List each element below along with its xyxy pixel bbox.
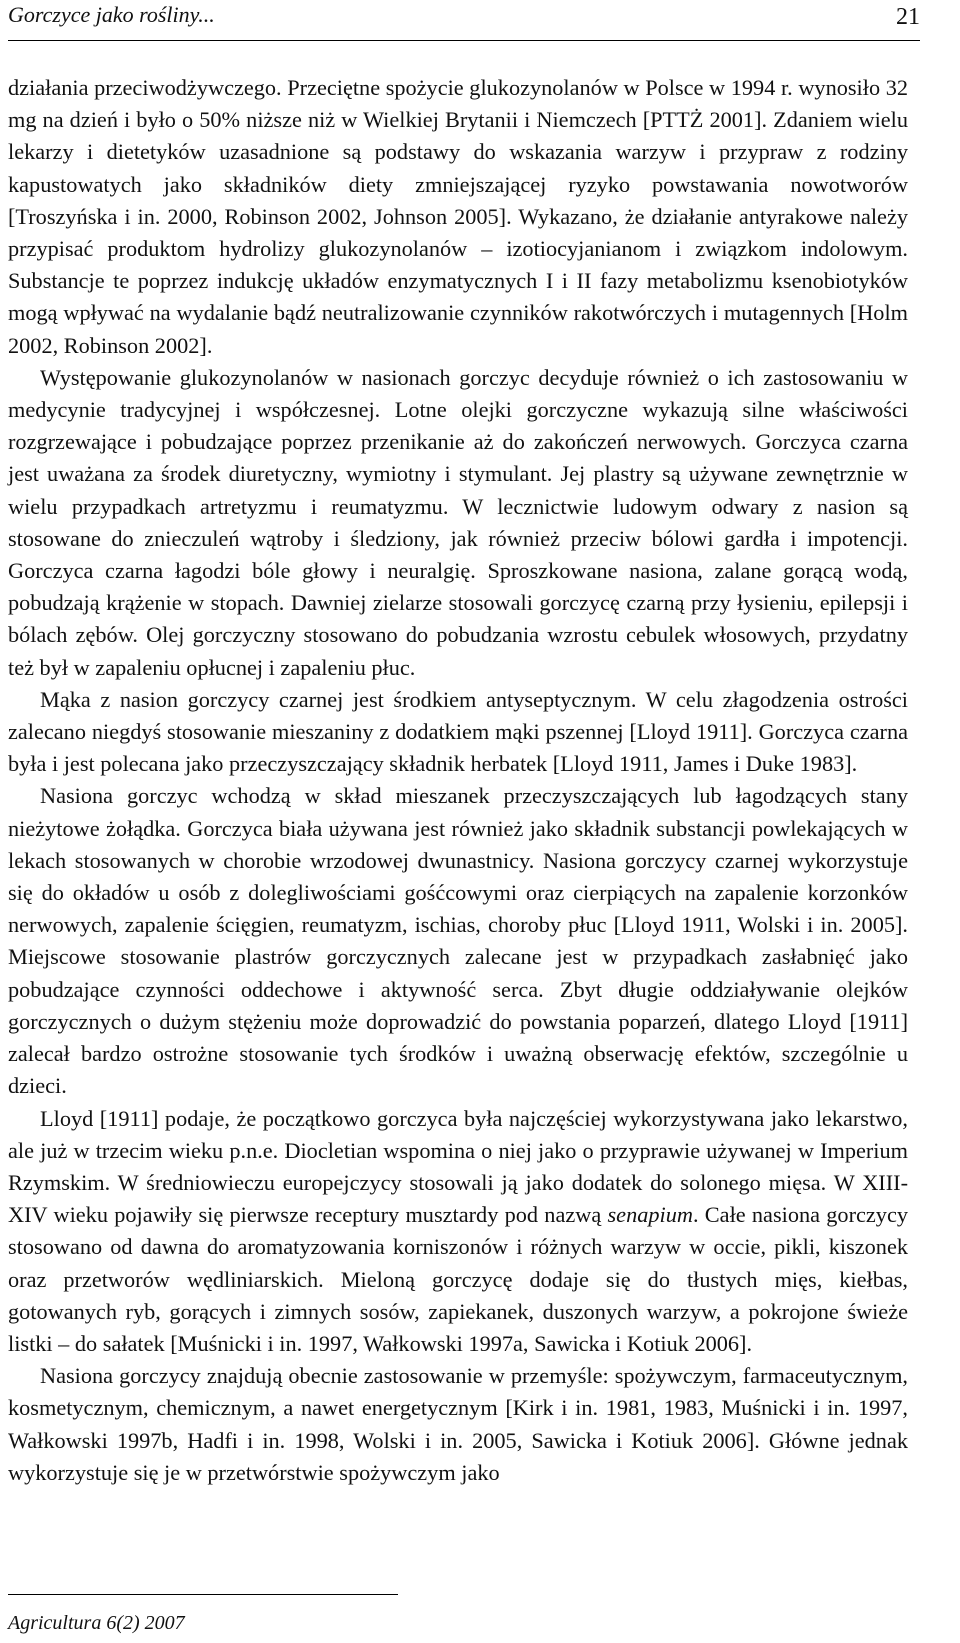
- paragraph: działania przeciwodżywczego. Przeciętne spożycie glukozynolanów w Polsce w 1994 r. wynosiło 32 mg na dzień i było o 50% niższe niż w Wielkiej Brytanii i Niemczech [PTTŻ 2001]. Zdaniem wielu lekarzy i dietetyków uzasadnione są podstawy do wskazania warzyw i przypraw z rodziny kapustowatych jako składników diety zmniejszającej ryzyko powstawania nowotworów [Troszyńska i in. 2000, Robinson 2002, Johnson 2005]. Wykazano, że działanie antyrakowe należy przypisać produktom hydrolizy glukozynolanów – izotiocyjanianom i związkom indolowym. Substancje te poprzez indukcję układów enzymatycznych I i II fazy metabolizmu ksenobiotyków mogą wpływać na wydalanie bądź neutralizowanie czynników rakotwórczych i mutagennych [Holm 2002, Robinson 2002].: [8, 75, 908, 358]
- paragraph: [8, 1103, 908, 1361]
- running-header: [8, 0, 920, 44]
- paragraph: Nasiona gorczyc wchodzą w skład mieszanek przeczyszczających lub łagodzących stany nieżytowe żołądka. Gorczyca biała używana jest również jako składnik substancji powlekających w lekach stosowanych w chorobie wrzodowej dwunastnicy. Nasiona gorczycy czarnej wykorzystuje się do okładów u osób z dolegliwościami gośćcowymi oraz cierpiących na zapalenie korzonków nerwowych, zapalenie ścięgien, reumatyzm, ischias, choroby płuc [Lloyd 1911, Wolski i in. 2005]. Miejscowe stosowanie plastrów gorczycznych zalecane jest w przypadkach zasłabnięć jako pobudzające czynności oddechowe i aktywność serca. Zbyt długie oddziaływanie olejków gorczycznych o dużym stężeniu może doprowadzić do powstania poparzeń, dlatego Lloyd [1911] zalecał bardzo ostrożne stosowanie tych środków i uważną obserwację efektów, szczególnie u dzieci.: [8, 783, 908, 1099]
- page-number: 21: [896, 4, 920, 30]
- journal-citation: Agricultura 6(2) 2007: [8, 1612, 185, 1634]
- header-rule: [8, 40, 920, 41]
- paragraph-text: Lloyd [1911] podaje, że początkowo gorczyca była najczęściej wykorzystywana jako lekarstwo, ale już w trzecim wieku p.n.e. Diocletian wspomina o niej jako o przyprawie używanej w Imperium Rzymskim. W średniowieczu europejczycy stosowali ją jako dodatek do solonego mięsa. W XIII-XIV wieku pojawiły się pierwsze receptury musztardy pod nazwą: [8, 1105, 908, 1228]
- latin-term: senapium: [607, 1202, 693, 1228]
- paragraph: Mąka z nasion gorczycy czarnej jest środkiem antyseptycznym. W celu złagodzenia ostrości zalecano niegdyś stosowanie mieszaniny z dodatkiem mąki pszennej [Lloyd 1911]. Gorczyca czarna była i jest polecana jako przeczyszczający składnik herbatek [Lloyd 1911, James i Duke 1983].: [8, 686, 908, 777]
- paragraph-text: . Całe nasiona gorczycy stosowano od dawna do aromatyzowania korniszonów i różnych warzyw w occie, pikli, kiszonek oraz przetworów wędliniarskich. Mieloną gorczycę dodaje się do tłustych mięs, kiełbas, gotowanych ryb, gorących i zimnych sosów, zapiekanek, duszonych warzyw, a pokrojone świeże listki – do sałatek [Muśnicki i in. 1997, Wałkowski 1997a, Sawicka i Kotiuk 2006].: [8, 1202, 908, 1356]
- paragraph: Występowanie glukozynolanów w nasionach gorczyc decyduje również o ich zastosowaniu w medycynie tradycyjnej i współczesnej. Lotne olejki gorczyczne wykazują silne właściwości rozgrzewające i pobudzające poprzez przenikanie aż do zakończeń nerwowych. Gorczyca czarna jest uważana za środek diuretyczny, wymiotny i stymulant. Jej plastry są używane zewnętrznie w wielu przypadkach artretyzmu i reumatyzmu. W lecznictwie ludowym odwary z nasion są stosowane do znieczuleń wątroby i śledziony, jak również przeciw bólowi gardła i impotencji. Gorczyca czarna łagodzi bóle głowy i neuralgię. Sproszkowane nasiona, zalane gorącą wodą, pobudzają krążenie w stopach. Dawniej zielarze stosowali gorczycę czarną przy łysieniu, epilepsji i bólach zębów. Olej gorczyczny stosowano do pobudzania wzrostu cebulek włosowych, przydatny też był w zapaleniu opłucnej i zapaleniu płuc.: [8, 364, 908, 680]
- paragraph: Nasiona gorczycy znajdują obecnie zastosowanie w przemyśle: spożywczym, farmaceutycznym, kosmetycznym, chemicznym, a nawet energetycznym [Kirk i in. 1981, 1983, Muśnicki i in. 1997, Wałkowski 1997b, Hadfi i in. 1998, Wolski i in. 2005, Sawicka i Kotiuk 2006]. Główne jednak wykorzystuje się je w przetwórstwie spożywczym jako: [8, 1363, 908, 1485]
- footer-rule: [8, 1594, 398, 1595]
- running-footer: [8, 1594, 920, 1640]
- running-title: Gorczyce jako rośliny...: [8, 2, 215, 27]
- article-body: [8, 72, 908, 1489]
